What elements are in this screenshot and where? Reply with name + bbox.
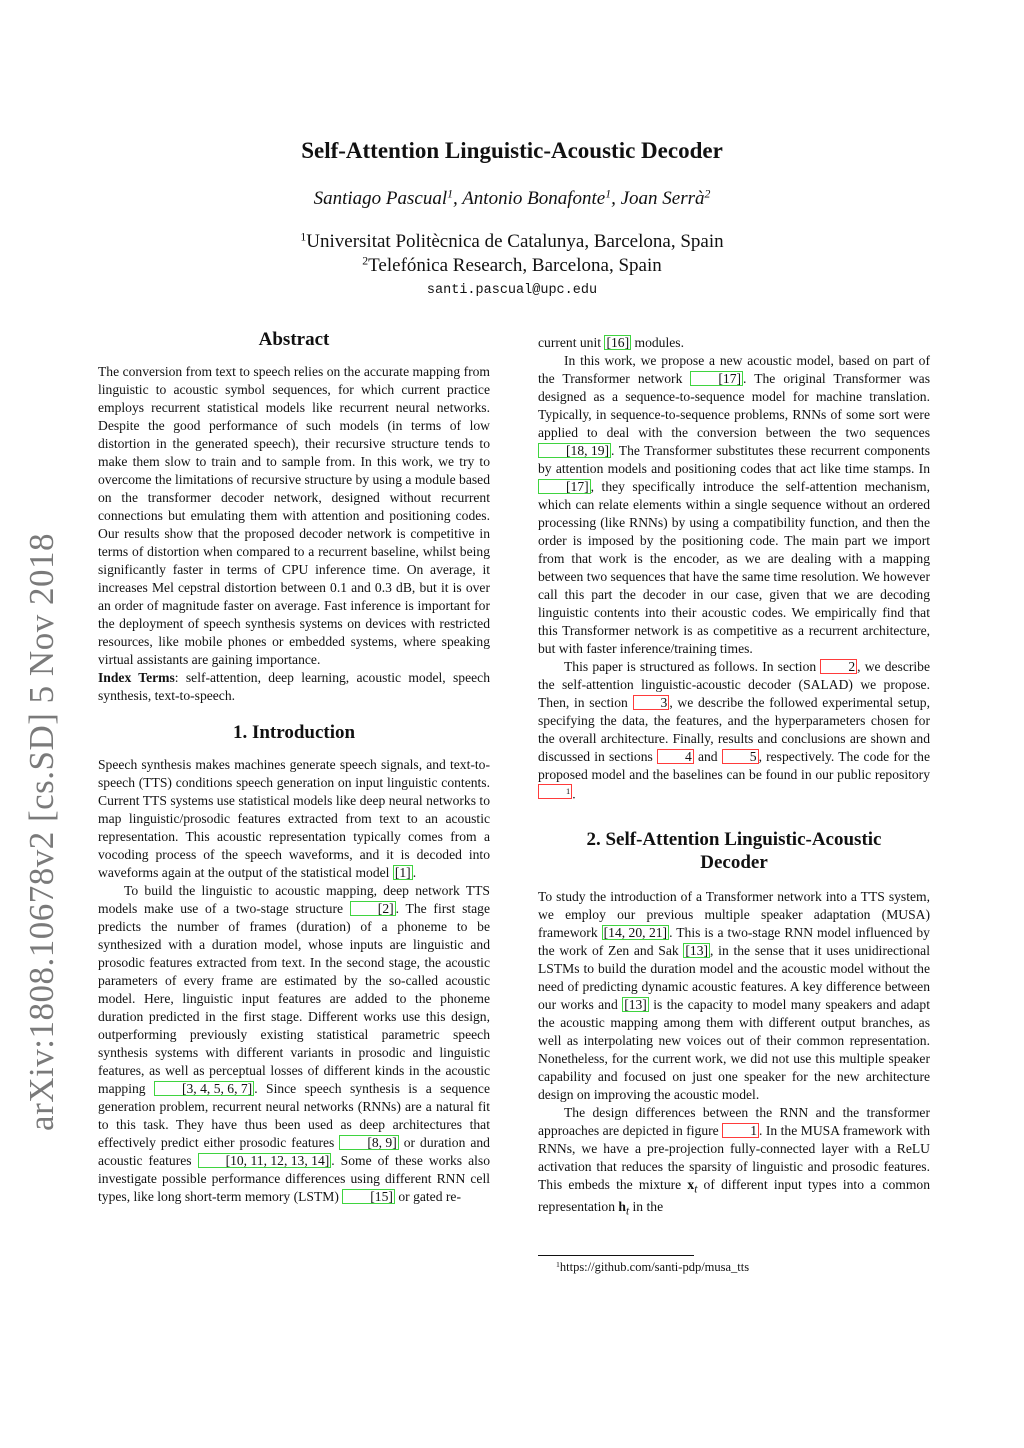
paper-title: Self-Attention Linguistic-Acoustic Decoder [301,138,723,163]
arxiv-id: arXiv:1808.10678v2 [cs.SD] 5 Nov 2018 [22,533,61,1131]
citation-link[interactable]: [1] [394,865,411,880]
author-affil: 1 [605,187,612,201]
citation-link[interactable]: [10, 11, 12, 13, 14] [198,1153,332,1168]
body-paragraph: To study the introduction of a Transformer network into a TTS system, we employ our previous multiple speaker adaptation (MUSA) framework [14, 20, 21] . This is a two-stage RNN model influenced by the work of Zen and Sak [13] , in the sense that it uses unidirectional LSTMs to build the duration model and the acoustic model without the need of predicting dynamic acoustic features. A key difference between our works and [13] is the capacity to model many speakers and adapt the acoustic mapping among them with different output branches, as well as interpolating new voices out of their common representation. Nonetheless, for the current work, we did not use this multiple speaker capability and focused on just one speaker for the new architecture design on improving the acoustic model. [538,888,931,1102]
author-list: Santiago Pascual$^1$, Antonio Bonafonte$^1$, Joan Serrà$^2$ [313,187,711,209]
affiliation: $^2$Telefónica Research, Barcelona, Spain [362,254,662,276]
section-ref-link[interactable]: 2 [820,659,857,674]
index-terms: Index Terms: self-attention, deep learning, acoustic model, speech synthesis, text-to-speech. [98,670,490,703]
footnote-ref-link[interactable]: 1 [538,784,572,799]
section-ref-link[interactable]: 5 [722,749,759,764]
abstract-heading: Abstract [258,329,330,350]
body-paragraph: In this work, we propose a new acoustic model, based on part of the Transformer network [17] . The original Transformer was designed as a sequence-to-sequence model for machine translation. Typically, in sequence-to-sequence problems, RNNs of some sort were applied to deal with the conversion between the two sequences [18, 19] . The Transformer substitutes these recurrent components by attention models and positioning codes that act like time stamps. In [17] , they specifically introduce the self-attention mechanism, which can relate elements within a single sequence without an ordered processing (like RNNs) by using a compatibility function, and then the order is imposed by the positioning code. The main part we import from that work is the encoder, as we are dealing with a mapping between two sequences that have the same time resolution. We however call this part the decoder in our case, given that we are decoding linguistic contents into their acoustic codes. We empirically find that this Transformer network is as competitive as a recurrent architecture, but with faster inference/training times. [538,353,930,656]
footnote-url[interactable]: https://github.com/santi-pdp/musa_tts [559,1260,750,1274]
intro-paragraph: Speech synthesis makes machines generate speech signals, and text-to-speech (TTS) conditions speech generation on input linguistic contents. Current TTS systems use statistical models like deep neural networks to map linguistic/prosodic features extracted from text to an acoustic representation. This acoustic representation typically comes from a vocoding process of the speech waveforms, and it is decoded into waveforms again at the output of the statistical model [1] . [98,757,490,880]
body-paragraph: The design differences between the RNN and the transformer approaches are depicted in figure 1 . In the MUSA framework with RNNs, we have a pre-projection fully-connected layer with a ReLU activation that reduces the sparsity of linguistic and prosodic features. This embeds the mixture $x_t$ of different input types into a common representation $h_t$ in the [538,1104,931,1219]
section-ref-link[interactable]: 4 [657,749,694,764]
citation-link[interactable]: [3, 4, 5, 6, 7] [154,1081,254,1096]
body-paragraph: This paper is structured as follows. In section 2 , we describe the self-attention linguistic-acoustic decoder (SALAD) we propose. Then, in section 3 , we describe the followed experimental setup, specifying the data, the features, and the hyperparameters chosen for the overall architecture. Finally, results and conclusions are shown and discussed in sections 4 and 5 , respectively. The code for the proposed model and the baselines can be found in our public repository $^1$ . [538,659,930,802]
right-column [538,334,930,1221]
arxiv-stamp [0,0,70,1448]
footnote-divider [538,1255,694,1256]
author-name: Joan Serrà [620,188,705,209]
citation-link[interactable]: [15] [342,1189,395,1204]
footnote: $^1$https://github.com/santi-pdp/musa_tts [556,1259,750,1274]
author-name: Santiago Pascual [313,188,448,209]
citation-link[interactable]: [2] [350,901,396,916]
author-name: Antonio Bonafonte [462,188,606,209]
author-affil: 1 [447,187,454,201]
figure-ref-link[interactable]: 1 [722,1123,759,1138]
intro-paragraph: To build the linguistic to acoustic mapping, deep network TTS models make use of a two-stage structure [2] . The first stage predicts the number of frames (duration) of a phoneme to be synthesized with a duration model, whose inputs are linguistic and prosodic features extracted from text. In the second stage, the acoustic parameters of every frame are estimated by the so-called acoustic model. Here, linguistic input features are added to the phoneme duration predicted in the first stage. Different works use this design, outperforming previously existing statistical parametric speech synthesis systems with different variants in prosodic and linguistic features, as well as perceptual losses of different kinds in the acoustic mapping [3, 4, 5, 6, 7] . Since speech synthesis is a sequence generation problem, recurrent neural networks (RNNs) are a natural fit to this task. They have thus been used as deep architectures that effectively predict either prosodic features [8, 9] or duration and acoustic features [10, 11, 12, 13, 14] . Some of these works also investigate possible performance differences using different RNN cell types, like long short-term memory (LSTM) [15] or gated re- [98,883,490,1204]
intro-heading: 1. Introduction [232,722,356,743]
left-column [98,328,490,1206]
citation-link[interactable]: [18, 19] [538,443,611,458]
author-affil: 2 [704,187,711,201]
citation-link[interactable]: [17] [690,371,743,386]
section2-heading: 2. Self-Attention Linguistic-Acoustic Decoder [586,828,882,873]
affiliation: $^1$Universitat Politècnica de Catalunya, Barcelona, Spain [300,230,724,252]
citation-link[interactable]: [13] [685,942,709,958]
body-paragraph: current unit [16] modules. [538,335,684,350]
section-ref-link[interactable]: 3 [633,695,670,710]
citation-link[interactable]: [8, 9] [339,1135,398,1150]
citation-link[interactable]: [17] [538,479,591,494]
citation-link[interactable]: [13] [624,996,647,1012]
citation-link[interactable]: [16] [606,335,630,350]
author-email[interactable]: santi.pascual@upc.edu [426,283,598,298]
citation-link[interactable]: [14, 20, 21] [603,924,668,940]
abstract-text: The conversion from text to speech relies on the accurate mapping from linguistic to acoustic symbol sequences, for which current practice employs recurrent statistical models like recurrent neural networks. Despite the good performance of such models (in terms of low distortion in the generated speech), their recursive structure tends to make them slow to train and to sample from. In this work, we try to overcome the limitations of recursive structure by using a module based on the transformer decoder network, designed without recurrent connections but emulating them with attention and positioning codes. Our results show that the proposed decoder network is competitive in terms of distortion when compared to a recurrent baseline, whilst being significantly faster in terms of CPU inference time. On average, it increases Mel cepstral distortion between 0.1 and 0.3 dB, but it is over an order of magnitude faster on average. Fast inference is important for the deployment of speech synthesis systems on devices with restricted resources, like mobile phones or embedded systems, where speaking virtual assistants are gaining importance. [98,364,490,667]
